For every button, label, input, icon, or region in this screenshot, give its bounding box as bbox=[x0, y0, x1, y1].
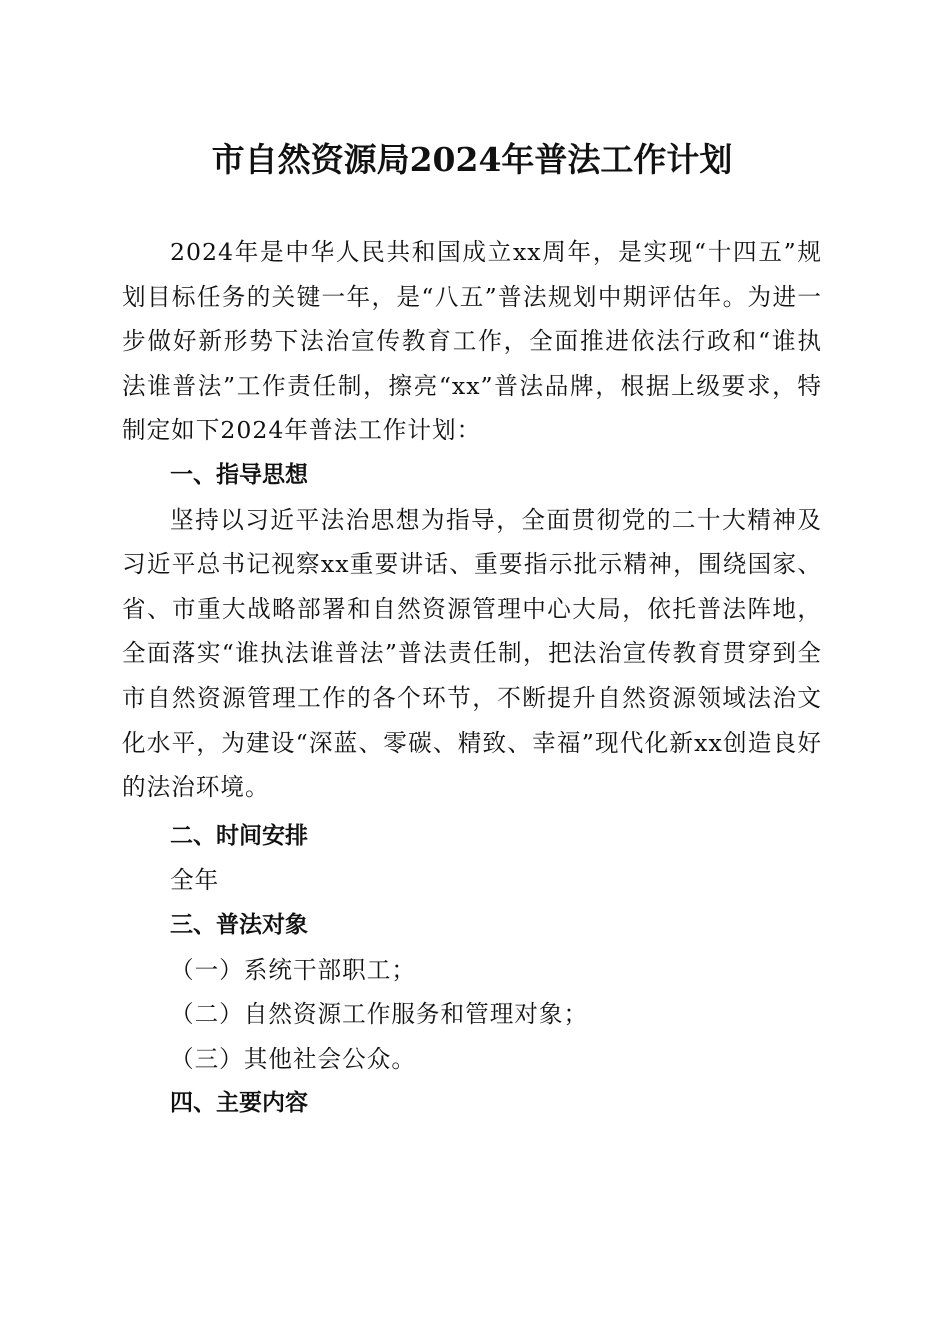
section-heading-schedule: 二、时间安排 bbox=[170, 822, 308, 849]
guiding-ideology-paragraph: 坚持以习近平法治思想为指导，全面贯彻党的二十大精神及习近平总书记视察xx重要讲话、重要指示批示精神，围绕国家、省、市重大战略部署和自然资源管理中心大局，依托普法阵地，全面落实“谁执法谁普法”普法责任制，把法治宣传教育贯穿到全市自然资源管理工作的各个环节，不断提升自然资源领域法治文化水平，为建设“深蓝、零碳、精致、幸福”现代化新xx创造良好的法治环境。 bbox=[122, 505, 822, 802]
schedule-text: 全年 bbox=[170, 866, 220, 895]
document-title: 市自然资源局2024年普法工作计划 bbox=[211, 140, 733, 179]
section-heading-audience: 三、普法对象 bbox=[170, 911, 308, 938]
audience-item-1: （一）系统干部职工； bbox=[170, 955, 416, 984]
document-body bbox=[122, 230, 822, 1126]
intro-paragraph: 2024年是中华人民共和国成立xx周年，是实现“十四五”规划目标任务的关键一年，是“八五”普法规划中期评估年。为进一步做好新形势下法治宣传教育工作，全面推进依法行政和“谁执法谁普法”工作责任制，擦亮“xx”普法品牌，根据上级要求，特制定如下2024年普法工作计划： bbox=[122, 238, 822, 445]
section-heading-main-content: 四、主要内容 bbox=[170, 1090, 308, 1117]
section-heading-guiding-ideology: 一、指导思想 bbox=[170, 461, 308, 488]
audience-item-3: （三）其他社会公众。 bbox=[170, 1044, 416, 1073]
audience-item-2: （二）自然资源工作服务和管理对象； bbox=[170, 1000, 589, 1029]
